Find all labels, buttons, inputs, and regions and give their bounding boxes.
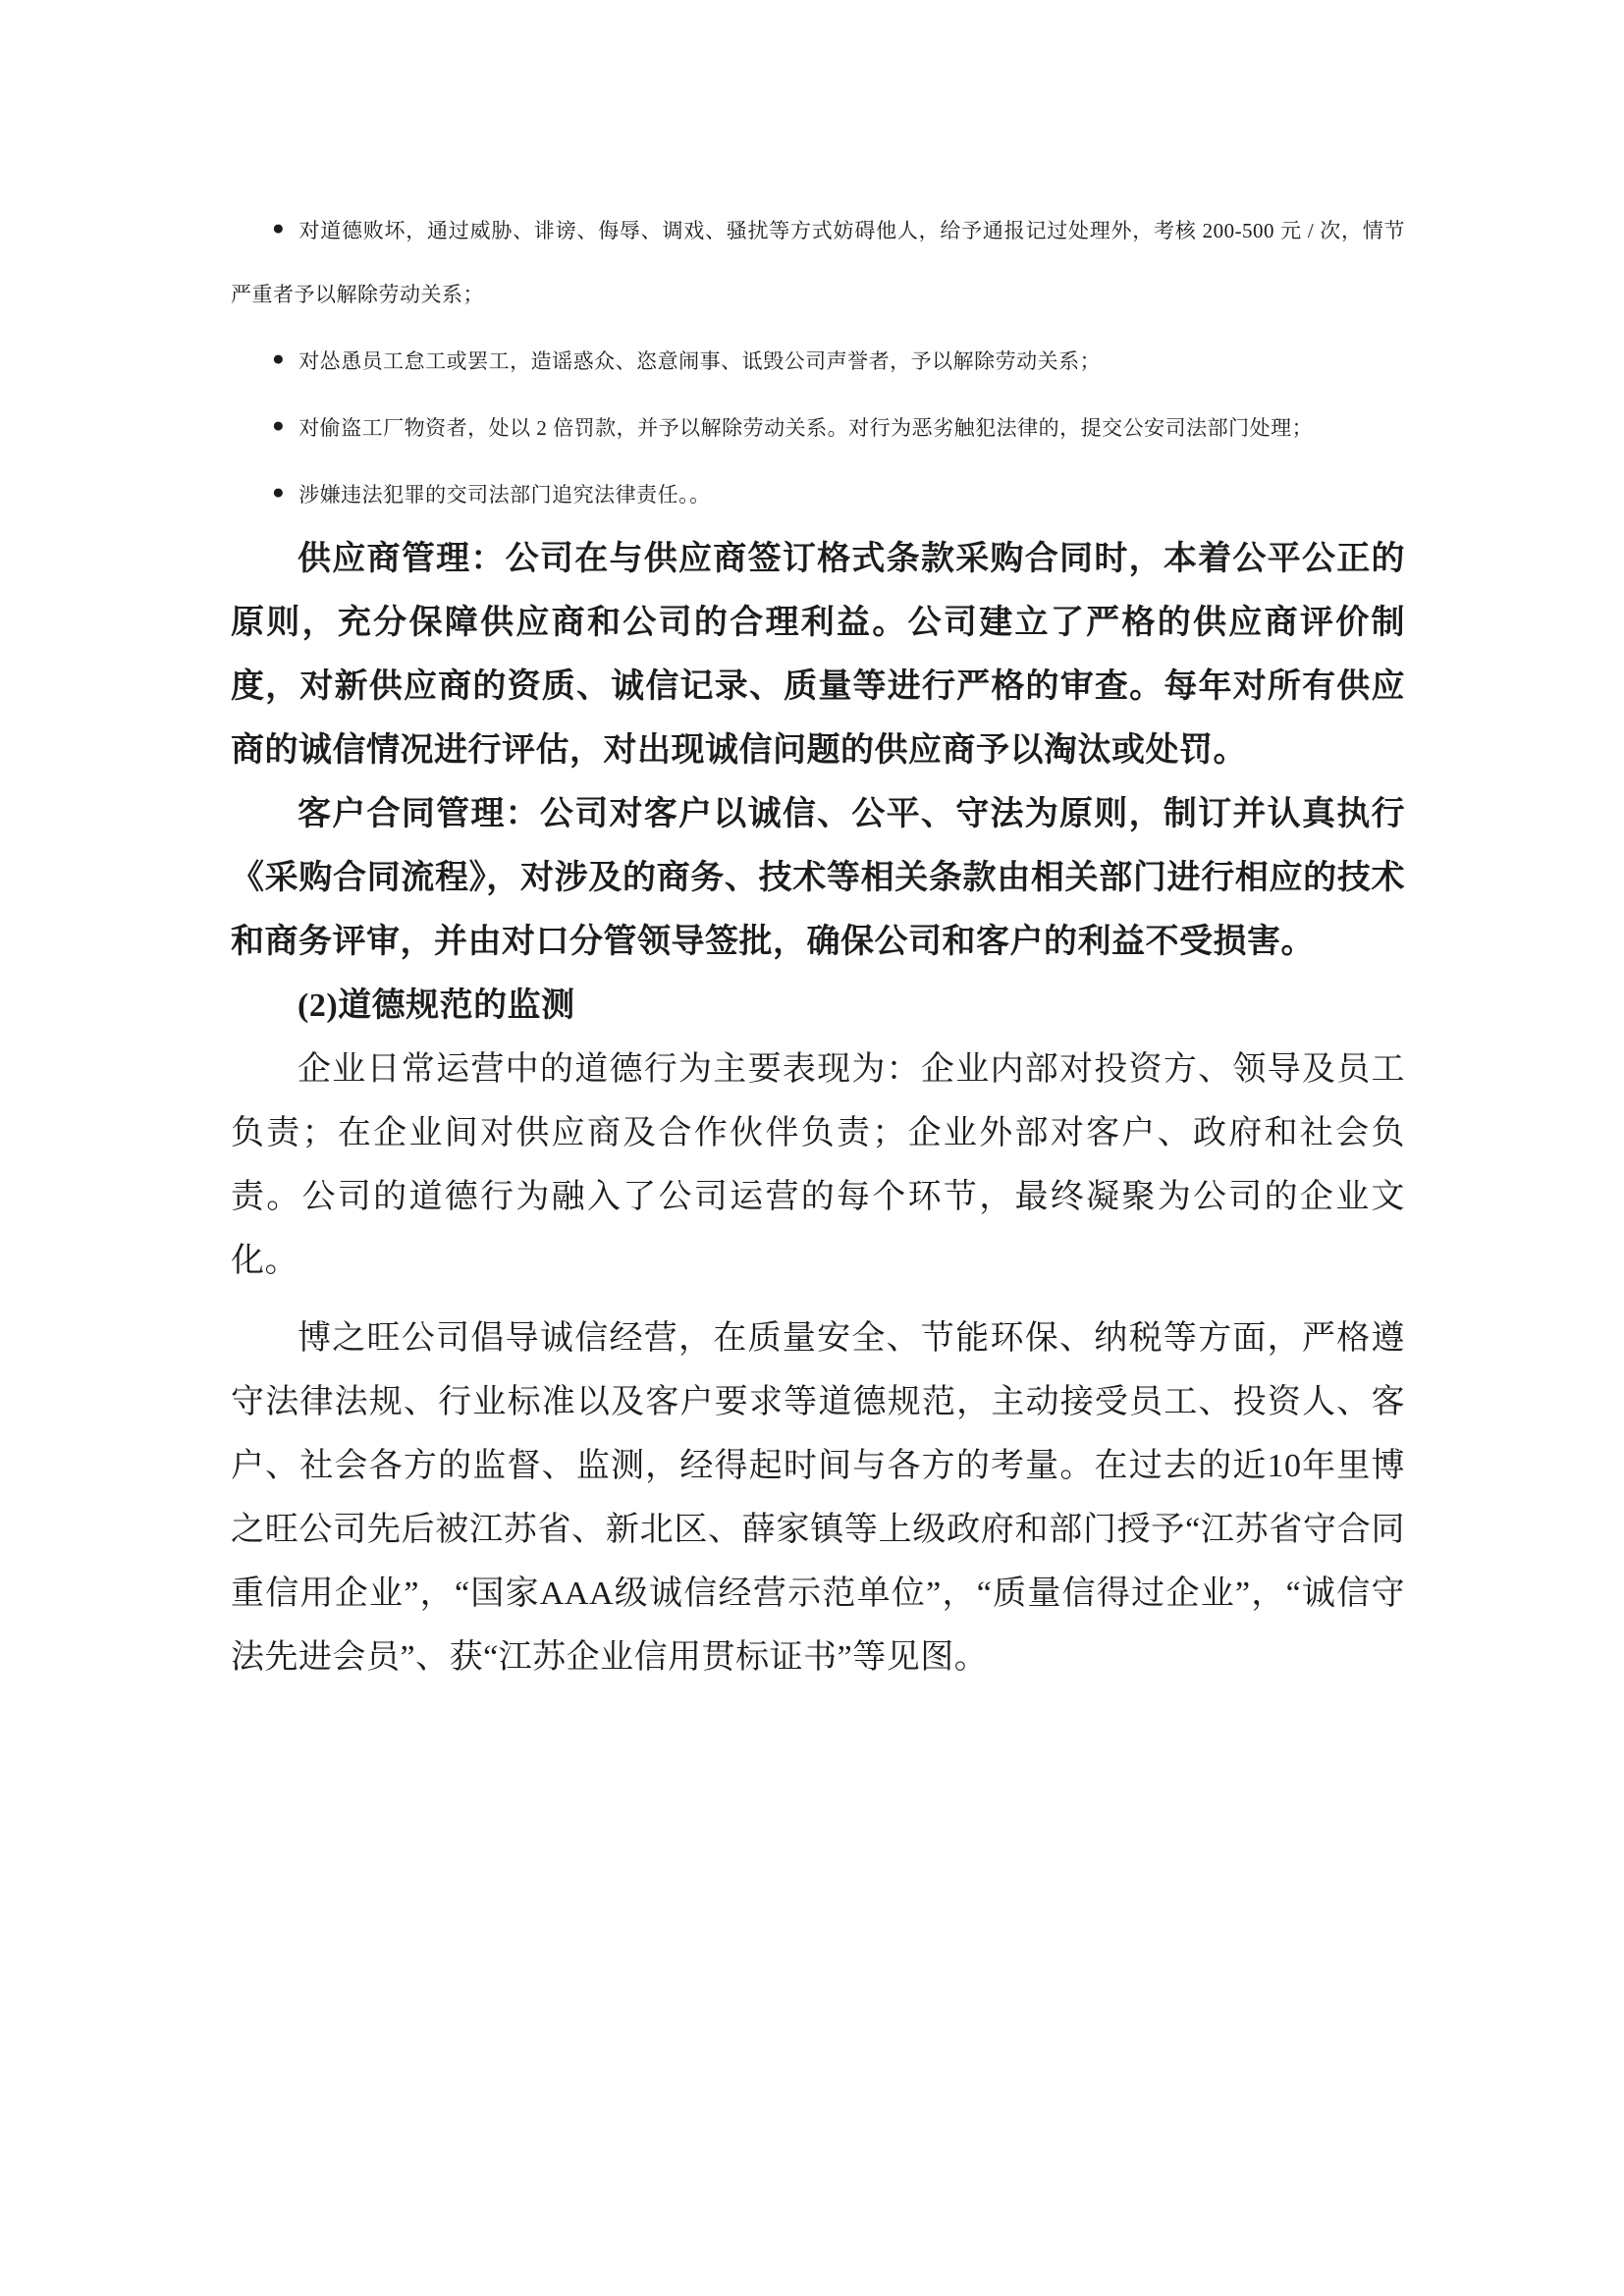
bullet-icon: ● xyxy=(272,480,286,504)
bullet-item-text: 对道德败坏，通过威胁、诽谤、侮辱、调戏、骚扰等方式妨碍他人，给予通报记过处理外，考核 200-500 元 / 次，情节严重者予以解除劳动关系； xyxy=(231,219,1405,306)
paragraph-label: 客户合同管理： xyxy=(298,796,540,832)
section-heading: (2)道德规范的监测 xyxy=(298,988,575,1024)
paragraph-text: 公司对客户以诚信、公平、守法为原则，制订并认真执行《采购合同流程》，对涉及的商务、技术等相关条款由相关部门进行相应的技术和商务评审，并由对口分管领导签批，确保公司和客户的利益不受损害。 xyxy=(231,796,1406,960)
bullet-icon: ● xyxy=(272,347,286,370)
bullet-list-item xyxy=(231,327,1101,394)
bullet-item-text: 涉嫌违法犯罪的交司法部门追究法律责任。。 xyxy=(298,483,711,507)
paragraph-text: 公司在与供应商签订格式条款采购合同时，本着公平公正的原则，充分保障供应商和公司的合理利益。公司建立了严格的供应商评价制度，对新供应商的资质、诚信记录、质量等进行严格的审查。每年对所有供应商的诚信情况进行评估，对出现诚信问题的供应商予以淘汰或处罚。 xyxy=(231,541,1406,769)
labeled-paragraph xyxy=(231,527,1405,782)
labeled-paragraph xyxy=(231,782,1405,974)
bullet-list-item xyxy=(231,394,1313,460)
bullet-list-item xyxy=(231,196,1405,327)
bullet-list-item xyxy=(231,460,711,527)
body-paragraph: 企业日常运营中的道德行为主要表现为：企业内部对投资方、领导及员工负责；在企业间对供应商及合作伙伴负责；企业外部对客户、政府和社会负责。公司的道德行为融入了公司运营的每个环节，最终凝聚为公司的企业文化。 xyxy=(231,1051,1405,1279)
bullet-item-text: 对偷盗工厂物资者，处以 2 倍罚款，并予以解除劳动关系。对行为恶劣触犯法律的，提交公安司法部门处理； xyxy=(298,416,1314,440)
body-paragraph: 博之旺公司倡导诚信经营，在质量安全、节能环保、纳税等方面，严格遵守法律法规、行业标准以及客户要求等道德规范，主动接受员工、投资人、客户、社会各方的监督、监测，经得起时间与各方的考量。在过去的近10年里博之旺公司先后被江苏省、新北区、薛家镇等上级政府和部门授予“江苏省守合同重信用企业”，“国家AAA级诚信经营示范单位”，“质量信得过企业”，“诚信守法先进会员”、获“江苏企业信用贯标证书”等见图。 xyxy=(231,1320,1405,1676)
bullet-item-text: 对怂恿员工怠工或罢工，造谣惑众、恣意闹事、诋毁公司声誉者，予以解除劳动关系； xyxy=(298,349,1102,373)
document-content xyxy=(231,196,1405,1689)
bullet-icon: ● xyxy=(272,216,286,240)
bullet-icon: ● xyxy=(272,413,286,437)
paragraph-label: 供应商管理： xyxy=(298,541,506,577)
